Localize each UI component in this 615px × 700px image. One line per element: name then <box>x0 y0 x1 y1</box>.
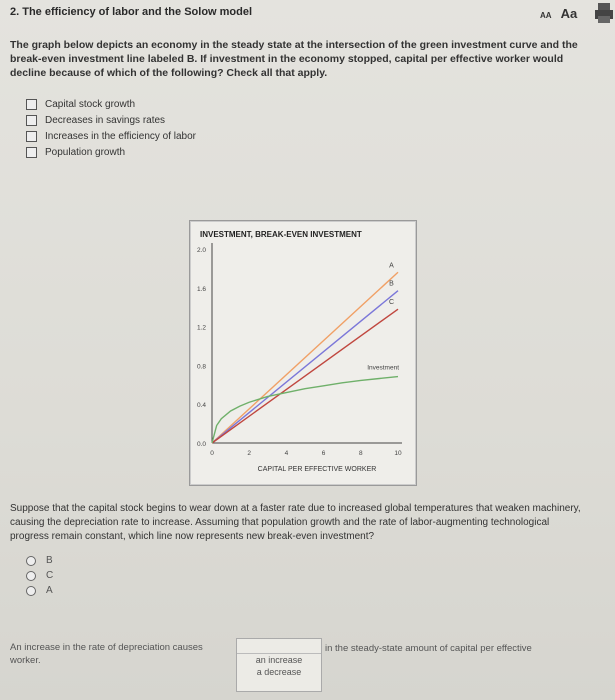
x-tick-label: 8 <box>358 450 363 457</box>
chart-panel <box>189 220 417 486</box>
radio-button[interactable] <box>26 571 36 581</box>
x-tick-label: 4 <box>284 450 289 457</box>
checkbox-option[interactable] <box>26 96 196 112</box>
x-tick-label: 0 <box>210 450 214 457</box>
question2-text: Suppose that the capital stock begins to wear down at a faster rate due to increased global temperatures that weaken machinery, causing the depreciation rate to increase. Assuming that population growth and the rate of labor-augmenting technological progress remain constant, which line now represents new break-even investment? <box>10 503 581 542</box>
radio-option[interactable] <box>26 583 53 598</box>
radio-label: A <box>46 585 53 596</box>
y-tick-label: 1.6 <box>196 285 206 293</box>
y-tick-label: 0.8 <box>196 363 206 371</box>
radio-label: C <box>46 570 54 581</box>
dropdown-blank[interactable] <box>237 639 321 654</box>
series-line-investment <box>212 377 398 443</box>
checkbox-label: Capital stock growth <box>45 98 136 110</box>
radio-label: B <box>46 555 53 566</box>
y-tick-label: 0.0 <box>196 441 206 448</box>
question-title: 2. The efficiency of labor and the Solow model <box>10 6 253 18</box>
checkbox[interactable] <box>26 99 37 110</box>
checkbox-label: Decreases in savings rates <box>45 114 166 126</box>
font-decrease-sub: A <box>545 11 552 20</box>
radio-button[interactable] <box>26 586 36 596</box>
series-line-a <box>212 272 398 443</box>
checkbox-options <box>26 96 196 160</box>
dropdown-option[interactable]: a decrease <box>256 667 302 677</box>
radio-option[interactable] <box>26 553 53 568</box>
answer-dropdown[interactable] <box>236 638 322 692</box>
x-tick-label: 2 <box>247 450 252 457</box>
checkbox-label: Increases in the efficiency of labor <box>45 130 197 142</box>
y-tick-label: 1.2 <box>196 324 206 332</box>
x-tick-label: 10 <box>394 450 402 457</box>
print-icon[interactable] <box>595 2 613 24</box>
font-increase-button[interactable]: Aa <box>560 6 578 21</box>
radio-button[interactable] <box>26 556 36 566</box>
x-axis-label: CAPITAL PER EFFECTIVE WORKER <box>257 466 377 473</box>
fill-in-right-text: in the steady-state amount of capital per effective <box>325 643 532 654</box>
checkbox[interactable] <box>26 115 37 126</box>
series-label-investment: Investment <box>367 364 400 372</box>
series-label-c: C <box>388 299 395 307</box>
checkbox-option[interactable] <box>26 128 196 144</box>
series-label-b: B <box>389 280 394 288</box>
checkbox[interactable] <box>26 131 37 142</box>
checkbox-option[interactable] <box>26 144 196 160</box>
checkbox-label: Population growth <box>45 146 126 158</box>
chart-title: INVESTMENT, BREAK-EVEN INVESTMENT <box>200 230 362 239</box>
checkbox[interactable] <box>26 147 37 158</box>
question-intro: The graph below depicts an economy in the steady state at the intersection of the green investment curve and the break-even investment line labeled B. If investment in the economy stopped, capital per effective worker would decline because of which of the following? Check all that apply. <box>10 39 578 79</box>
y-tick-label: 2.0 <box>196 247 206 254</box>
series-label-a: A <box>389 262 394 270</box>
radio-options <box>26 553 53 598</box>
checkbox-option[interactable] <box>26 112 196 128</box>
investment-chart <box>190 221 416 485</box>
radio-option[interactable] <box>26 568 53 583</box>
font-size-controls <box>540 6 577 21</box>
dropdown-option[interactable]: an increase <box>255 655 303 665</box>
font-decrease-button[interactable]: A <box>540 11 546 20</box>
x-tick-label: 6 <box>321 450 326 457</box>
series-line-c <box>212 309 398 443</box>
y-tick-label: 0.4 <box>196 402 206 410</box>
fill-in-left-text: An increase in the rate of depreciation causes worker. <box>10 642 203 666</box>
